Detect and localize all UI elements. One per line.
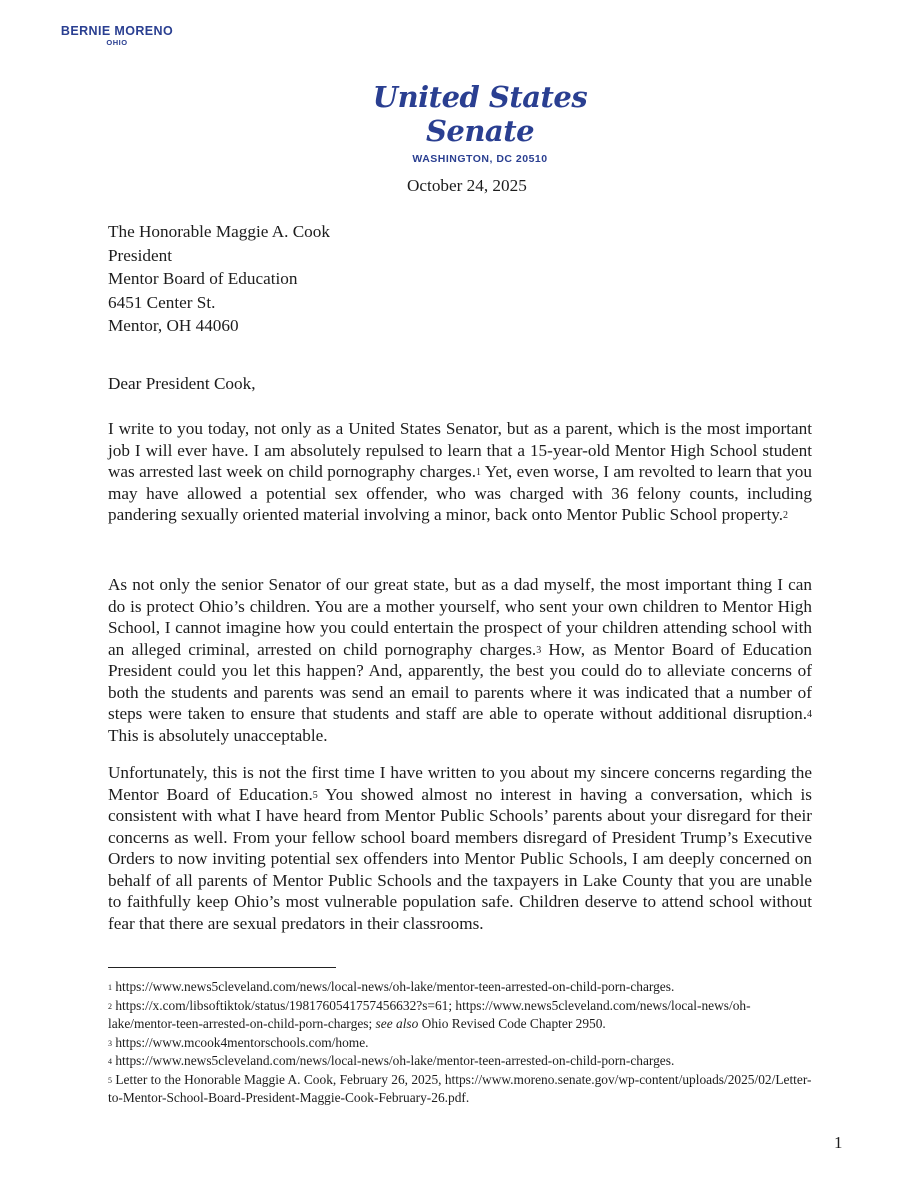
recipient-street: 6451 Center St. xyxy=(108,292,216,312)
footnote-3-text: https://www.mcook4mentorschools.com/home. xyxy=(112,1034,369,1050)
footnote-ref-1: 1 xyxy=(476,467,481,478)
paragraph-2-text-b: How, as Mentor Board of Education President could you let this happen? And, apparently, the best you could do to alleviate concerns of both the students and parents was send an email to parents where it was indicated that a number of steps were taken to ensure that students and staff are able to operate without additional disruption. xyxy=(108,639,813,723)
recipient-address xyxy=(108,220,330,338)
footnote-ref-5: 5 xyxy=(312,789,318,801)
footnote-3-number: 3 xyxy=(108,1038,112,1048)
footnote-ref-2: 2 xyxy=(783,510,789,521)
recipient-city: Mentor, OH 44060 xyxy=(108,316,239,335)
footnotes xyxy=(108,978,818,1108)
paragraph-1 xyxy=(108,418,812,526)
footnote-4-text: https://www.news5cleveland.com/news/local-news/oh-lake/mentor-teen-arrested-on-child-porn-charges. xyxy=(112,1053,675,1068)
letter-date: October 24, 2025 xyxy=(407,176,527,195)
footnote-2-text-b: Ohio Revised Code Chapter 2950. xyxy=(418,1016,606,1031)
paragraph-3 xyxy=(108,762,812,934)
footnote-1 xyxy=(108,978,818,997)
sender-name: BERNIE MORENO xyxy=(60,24,174,38)
salutation: Dear President Cook, xyxy=(108,374,256,393)
footnote-2-emphasis: see also xyxy=(375,1016,419,1031)
recipient-title: President xyxy=(108,245,172,265)
sender-block xyxy=(52,24,182,48)
senate-letterhead xyxy=(330,80,630,166)
paragraph-3-text-a: Unfortunately, this is not the first time I have written to you about my sincere concerns regarding the Mentor Board of Education. xyxy=(108,763,812,804)
footnote-2 xyxy=(108,997,818,1034)
footnote-5 xyxy=(108,1071,818,1108)
paragraph-2-text-c: This is absolutely unacceptable. xyxy=(108,725,328,745)
footnote-2-number: 2 xyxy=(108,1001,112,1011)
paragraph-1-text-a: I write to you today, not only as a United States Senator, but as a parent, which is the most important job I will ever have. I am absolutely repulsed to learn that a 15-year-old Mentor High School student was arrested last week on child pornography charges. xyxy=(108,419,812,481)
footnote-4-number: 4 xyxy=(108,1057,112,1066)
paragraph-1-text-b: Yet, even worse, I am revolted to learn that you may have allowed a potential sex offender, who was charged with 36 felony counts, including pandering sexually oriented material involving a minor, back onto Mentor Public School property. xyxy=(108,462,812,524)
footnote-2-text-a: https://x.com/libsoftiktok/status/1981760541757456632?s=61; https://www.news5cleveland.com/news/local-news/oh-lake/mentor-teen-arrested-on-child-porn-charges; xyxy=(108,997,751,1031)
paragraph-2 xyxy=(108,574,812,746)
footnote-3 xyxy=(108,1034,818,1053)
footnote-1-number: 1 xyxy=(108,983,112,992)
paragraph-3-text-b: You showed almost no interest in having a conversation, which is consistent with what I have heard from Mentor Public Schools’ parents about your disregard for their concerns as well. From your fellow school board members disregard of President Trump’s Executive Orders to now inviting potential sex offenders into Mentor Public Schools, I am deeply concerned on behalf of all parents of Mentor Public Schools and the taxpayers in Lake County that you are unable to faithfully keep Ohio’s most vulnerable population safe. Children deserve to attend school without fear that there are sexual predators in their classrooms. xyxy=(108,784,812,933)
sender-state: OHIO xyxy=(106,38,128,47)
footnote-1-text: https://www.news5cleveland.com/news/local-news/oh-lake/mentor-teen-arrested-on-child-porn-charges. xyxy=(112,979,675,994)
letterhead-title: United States Senate xyxy=(372,80,588,148)
page-number: 1 xyxy=(834,1133,843,1152)
footnote-4 xyxy=(108,1052,818,1071)
paragraph-2-text-a: As not only the senior Senator of our great state, but as a dad myself, the most important thing I can do is protect Ohio’s children. You are a mother yourself, who sent your own children to Mentor High School, I cannot imagine how you could entertain the prospect of your children attending school with an alleged criminal, arrested on child pornography charges. xyxy=(108,575,812,659)
footnote-ref-4: 4 xyxy=(807,709,812,720)
footnote-ref-3: 3 xyxy=(536,644,542,656)
letterhead-city: WASHINGTON, DC 20510 xyxy=(412,153,548,165)
footnote-divider xyxy=(108,967,336,968)
recipient-name: The Honorable Maggie A. Cook xyxy=(108,222,330,241)
recipient-organization: Mentor Board of Education xyxy=(108,269,298,288)
footnote-5-text: Letter to the Honorable Maggie A. Cook, February 26, 2025, https://www.moreno.senate.gov/wp-content/uploads/2025/02/Letter-to-Mentor-School-Board-President-Maggie-Cook-February-26.pdf. xyxy=(108,1071,812,1105)
footnote-5-number: 5 xyxy=(108,1075,112,1085)
